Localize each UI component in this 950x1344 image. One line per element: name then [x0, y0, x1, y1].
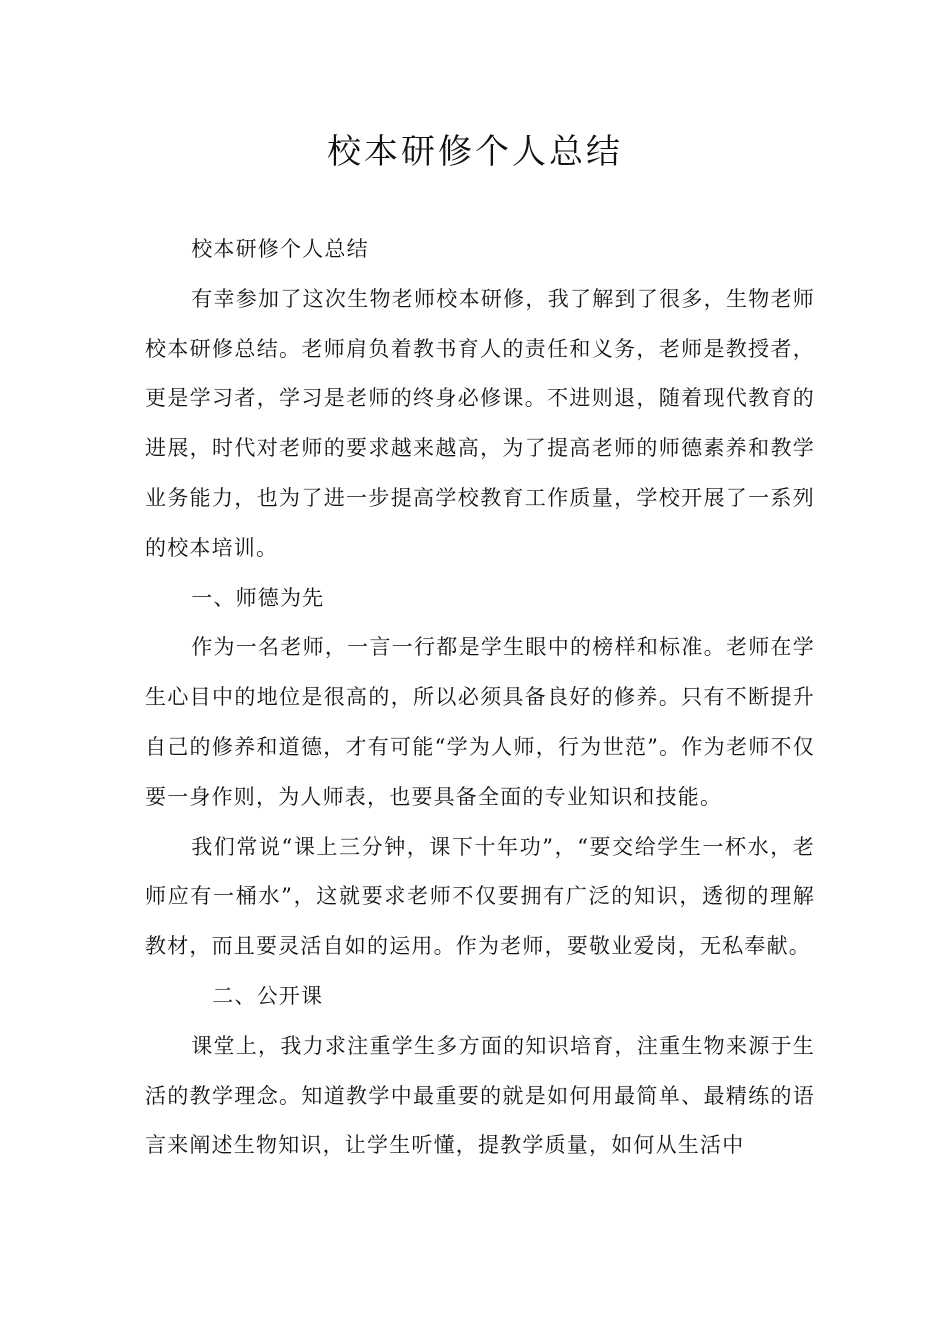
paragraph-section-1b: 我们常说“课上三分钟，课下十年功”，“要交给学生一杯水，老师应有一桶水”，这就要求老师不仅要拥有广泛的知识，透彻的理解教材，而且要灵活自如的运用。作为老师，要敬业爱岗，无私奉献。: [145, 834, 815, 959]
document-body: [145, 225, 815, 1171]
paragraph-section-2: 课堂上，我力求注重学生多方面的知识培育，注重生物来源于生活的教学理念。知道教学中最重要的就是如何用最简单、最精练的语言来阐述生物知识，让学生听懂，提教学质量，如何从生活中: [145, 1033, 815, 1158]
paragraph-subtitle: 校本研修个人总结: [191, 237, 369, 261]
section-heading-1: 一、师德为先: [191, 585, 325, 610]
paragraph-intro: 有幸参加了这次生物老师校本研修，我了解到了很多，生物老师校本研修总结。老师肩负着教书育人的责任和义务，老师是教授者，更是学习者，学习是老师的终身必修课。不进则退，随着现代教育的进展，时代对老师的要求越来越高，为了提高老师的师德素养和教学业务能力，也为了进一步提高学校教育工作质量，学校开展了一系列的校本培训。: [145, 286, 815, 560]
paragraph-section-1a: 作为一名老师，一言一行都是学生眼中的榜样和标准。老师在学生心目中的地位是很高的，所以必须具备良好的修养。只有不断提升自己的修养和道德，才有可能“学为人师，行为世范”。作为老师不仅要一身作则，为人师表，也要具备全面的专业知识和技能。: [145, 635, 815, 809]
section-heading-2: 二、公开课: [212, 983, 324, 1008]
document-title: 校本研修个人总结: [327, 132, 623, 172]
